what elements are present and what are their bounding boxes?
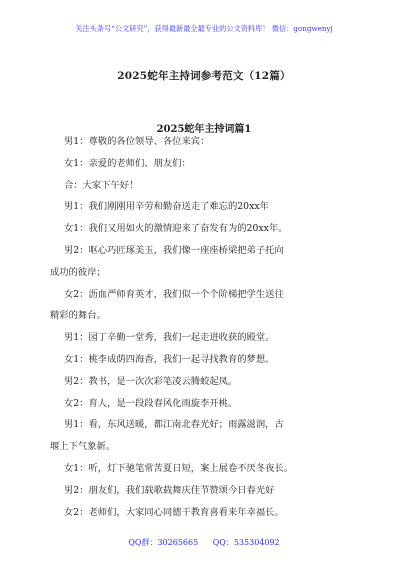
script-line <box>50 153 366 175</box>
line-text: 女2：老师们，大家同心同德干教育喜看来年幸福长。 <box>64 506 284 518</box>
line-text: 女1：亲爱的老师们、朋友们： <box>64 157 191 169</box>
line-text: 男1：尊敬的各位领导、各位来宾： <box>64 136 210 147</box>
script-line <box>50 240 366 284</box>
script-line <box>50 327 366 349</box>
line-continuation: 精彩的舞台。 <box>50 310 106 322</box>
script-line <box>50 284 366 328</box>
script-line <box>50 349 366 371</box>
line-text: 男2：呕心巧匠琢美玉，我们像一座座桥梁把弟子托向 <box>64 244 284 256</box>
script-line <box>50 393 366 415</box>
script-line <box>50 480 366 502</box>
script-line <box>50 502 366 524</box>
script-line <box>50 196 366 218</box>
line-text: 女1：桃李成荫四海香，我们一起寻找教育的梦想。 <box>64 353 275 365</box>
script-line <box>50 175 366 197</box>
line-continuation: 堰上下气象新。 <box>50 441 116 453</box>
document-title: 2025蛇年主持词参考范文（12篇） <box>117 70 291 82</box>
script-line <box>50 458 366 480</box>
script-line <box>50 371 366 393</box>
line-text: 男1：我们刚刚用辛劳和勤奋送走了难忘的20xx年 <box>64 201 269 213</box>
line-text: 男2：教书，是一次次彩笔凌云腾蛟起凤。 <box>64 375 238 387</box>
line-text: 女2：沥血严师育英才，我们似一个个阶梯把学生送往 <box>64 288 284 300</box>
script-line <box>50 414 366 458</box>
qq-number: QQ：535304092 <box>212 538 280 547</box>
script-line <box>50 218 366 240</box>
line-text: 女1：我们又用如火的激情迎来了奋发有为的20xx年。 <box>64 223 288 235</box>
line-text: 合：大家下午好！ <box>64 179 139 191</box>
section-title: 2025蛇年主持词篇1 <box>156 124 252 135</box>
line-text: 男1：园丁辛勤一堂秀，我们一起走进收获的殿堂。 <box>64 332 275 344</box>
line-text: 男2：朋友们，我们载歌载舞庆佳节赞颂今日春光好 <box>64 484 275 496</box>
script-body <box>50 131 366 523</box>
line-text: 男1：看，东风送暖，都江南北春光好；雨露滋润，古 <box>64 419 284 431</box>
qq-group: QQ群：30265665 <box>128 538 199 547</box>
script-line <box>50 131 366 153</box>
line-text: 女1：听，灯下驰笔常苦夏日短，案上展卷不厌冬夜长。 <box>64 462 294 474</box>
header-banner: 关注头条号“公文研究”，获得最新最全最专业的公文资料库！ 微信：gongwenyj <box>75 24 333 33</box>
footer-contact <box>0 537 408 548</box>
line-continuation: 成功的彼岸； <box>50 266 106 278</box>
line-text: 女2：育人，是一段段春风化雨旋李开桃。 <box>64 397 238 409</box>
